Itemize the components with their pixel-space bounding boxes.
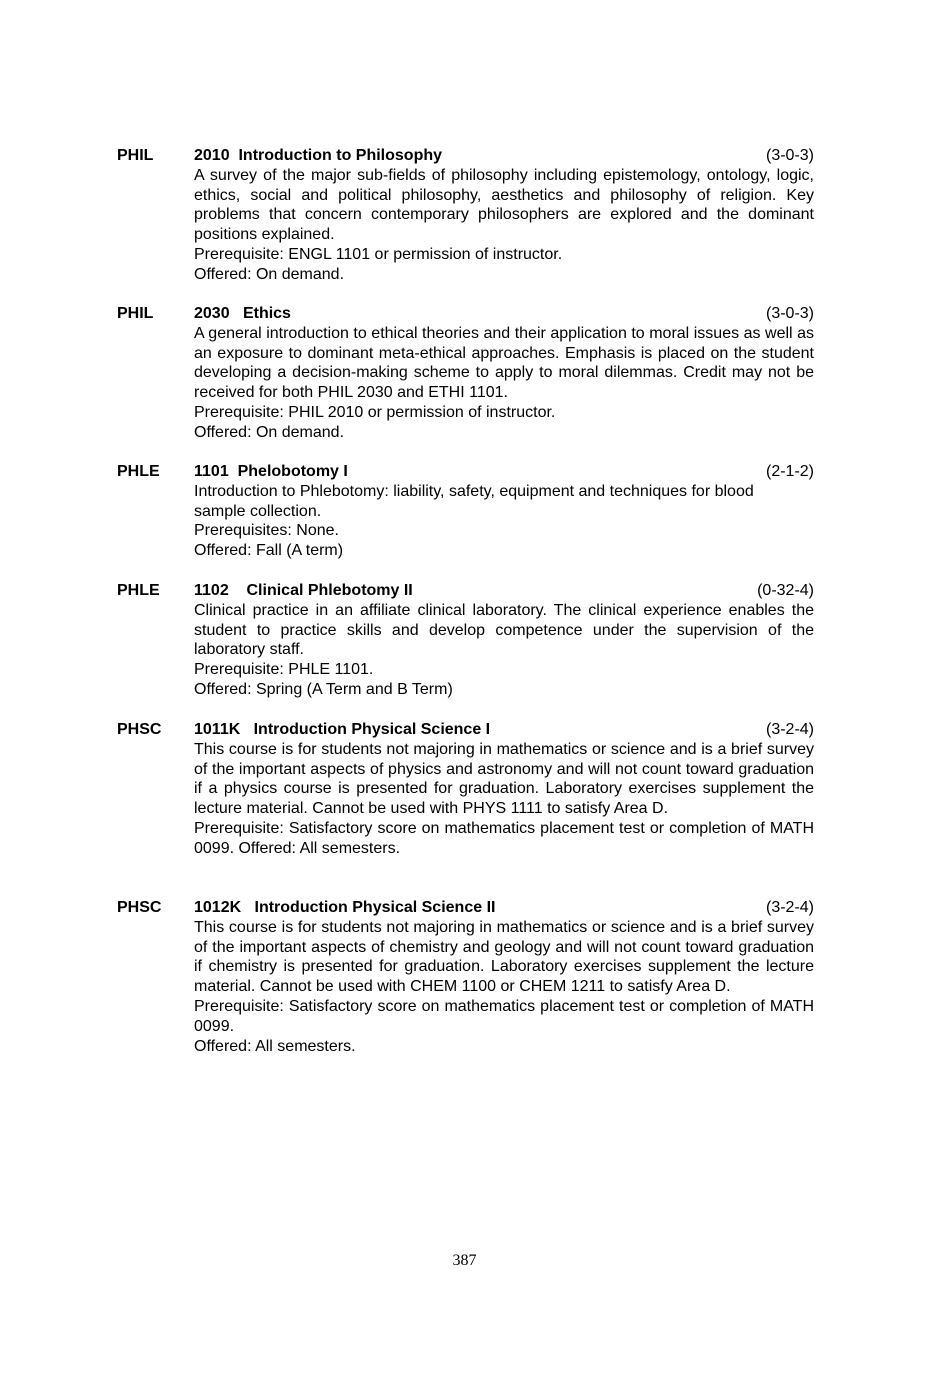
course-title: Ethics [242, 305, 291, 322]
course-credits: (3-0-3) [765, 305, 814, 322]
course-title: Introduction Physical Science II [254, 899, 496, 916]
course-entry [117, 462, 814, 561]
course-subject: PHIL [117, 147, 154, 164]
page-number: 387 [452, 1252, 477, 1269]
course-title-group [194, 720, 490, 740]
course-heading [194, 581, 814, 601]
course-subject: PHLE [117, 582, 160, 599]
course-title-group [194, 581, 413, 601]
course-prerequisite: Prerequisite: ENGL 1101 or permission of instructor. [194, 245, 563, 263]
course-body [194, 146, 814, 285]
course-body [194, 581, 814, 700]
course-credits: (3-0-3) [765, 147, 814, 164]
course-subject: PHLE [117, 463, 160, 480]
course-prerequisite: Prerequisite: PHIL 2010 or permission of instructor. [194, 403, 556, 421]
course-heading [194, 462, 814, 482]
course-credits: (0-32-4) [757, 582, 814, 599]
course-prerequisite: Prerequisite: Satisfactory score on mathematics placement test or completion of MATH 0099. Offered: All semesters. [194, 819, 814, 857]
course-subject: PHIL [117, 305, 154, 322]
course-credits: (2-1-2) [765, 463, 814, 480]
course-body [194, 898, 814, 1056]
course-title-group [194, 304, 291, 324]
course-credits: (3-2-4) [765, 899, 814, 916]
course-number: 2030 [194, 305, 230, 322]
course-number: 1011K [194, 721, 241, 738]
course-entry [117, 720, 814, 859]
course-entry [117, 898, 814, 1056]
course-title: Clinical Phlebotomy II [246, 582, 413, 599]
course-description: This course is for students not majoring in mathematics or science and is a brief survey of the important aspects of chemistry and geology and will not count toward graduation if chemistry is presented for graduation. Laboratory exercises supplement the lecture material. Cannot be used with CHEM 1100 or CHEM 1211 to satisfy Area D. [194, 918, 814, 996]
course-credits: (3-2-4) [765, 721, 814, 738]
course-offered: Offered: All semesters. [194, 1037, 356, 1055]
course-prerequisite: Prerequisite: Satisfactory score on mathematics placement test or completion of MATH 0099. [194, 997, 814, 1035]
course-heading [194, 898, 814, 918]
course-heading [194, 146, 814, 166]
course-title: Introduction to Philosophy [238, 147, 443, 164]
course-heading [194, 304, 814, 324]
course-offered: Offered: On demand. [194, 265, 345, 283]
course-title-group [194, 146, 442, 166]
course-title-group [194, 898, 495, 918]
course-subject: PHSC [117, 721, 162, 738]
course-prerequisite: Prerequisite: PHLE 1101. [194, 661, 374, 679]
course-description: This course is for students not majoring in mathematics or science and is a brief survey of the important aspects of physics and astronomy and will not count toward graduation if a physics course is presented for graduation. Laboratory exercises supplement the lecture material. Cannot be used with PHYS 1111 to satisfy Area D. [194, 740, 814, 818]
course-offered: Offered: Spring (A Term and B Term) [194, 680, 453, 698]
course-subject: PHSC [117, 899, 162, 916]
course-body [194, 304, 814, 443]
course-description: Clinical practice in an affiliate clinical laboratory. The clinical experience enables the student to practice skills and develop competence under the supervision of the laboratory staff. [194, 601, 814, 659]
course-offered: Offered: On demand. [194, 423, 345, 441]
course-number: 1101 [194, 463, 229, 480]
course-entry [117, 146, 814, 285]
course-entry [117, 581, 814, 700]
course-prerequisite: Prerequisites: None. [194, 522, 339, 540]
course-title-group [194, 462, 348, 482]
course-title: Phelobotomy I [237, 463, 348, 480]
course-number: 1102 [194, 582, 229, 599]
course-description: A general introduction to ethical theories and their application to moral issues as well as an exposure to dominant meta-ethical approaches. Emphasis is placed on the student developing a decision-making scheme to apply to moral dilemmas. Credit may not be received for both PHIL 2030 and ETHI 1101. [194, 324, 814, 402]
course-number: 2010 [194, 147, 230, 164]
course-description: A survey of the major sub-fields of philosophy including epistemology, ontology, logic, ethics, social and political philosophy, aesthetics and philosophy of religion. Key problems that concern contemporary philosophers are explored and the dominant positions explained. [194, 166, 814, 244]
course-number: 1012K [194, 899, 242, 916]
course-title: Introduction Physical Science I [253, 721, 491, 738]
course-body [194, 720, 814, 859]
course-entry [117, 304, 814, 443]
course-body [194, 462, 814, 561]
course-heading [194, 720, 814, 740]
course-description: Introduction to Phlebotomy: liability, safety, equipment and techniques for blood sample collection. [194, 482, 754, 520]
course-offered: Offered: Fall (A term) [194, 542, 344, 560]
